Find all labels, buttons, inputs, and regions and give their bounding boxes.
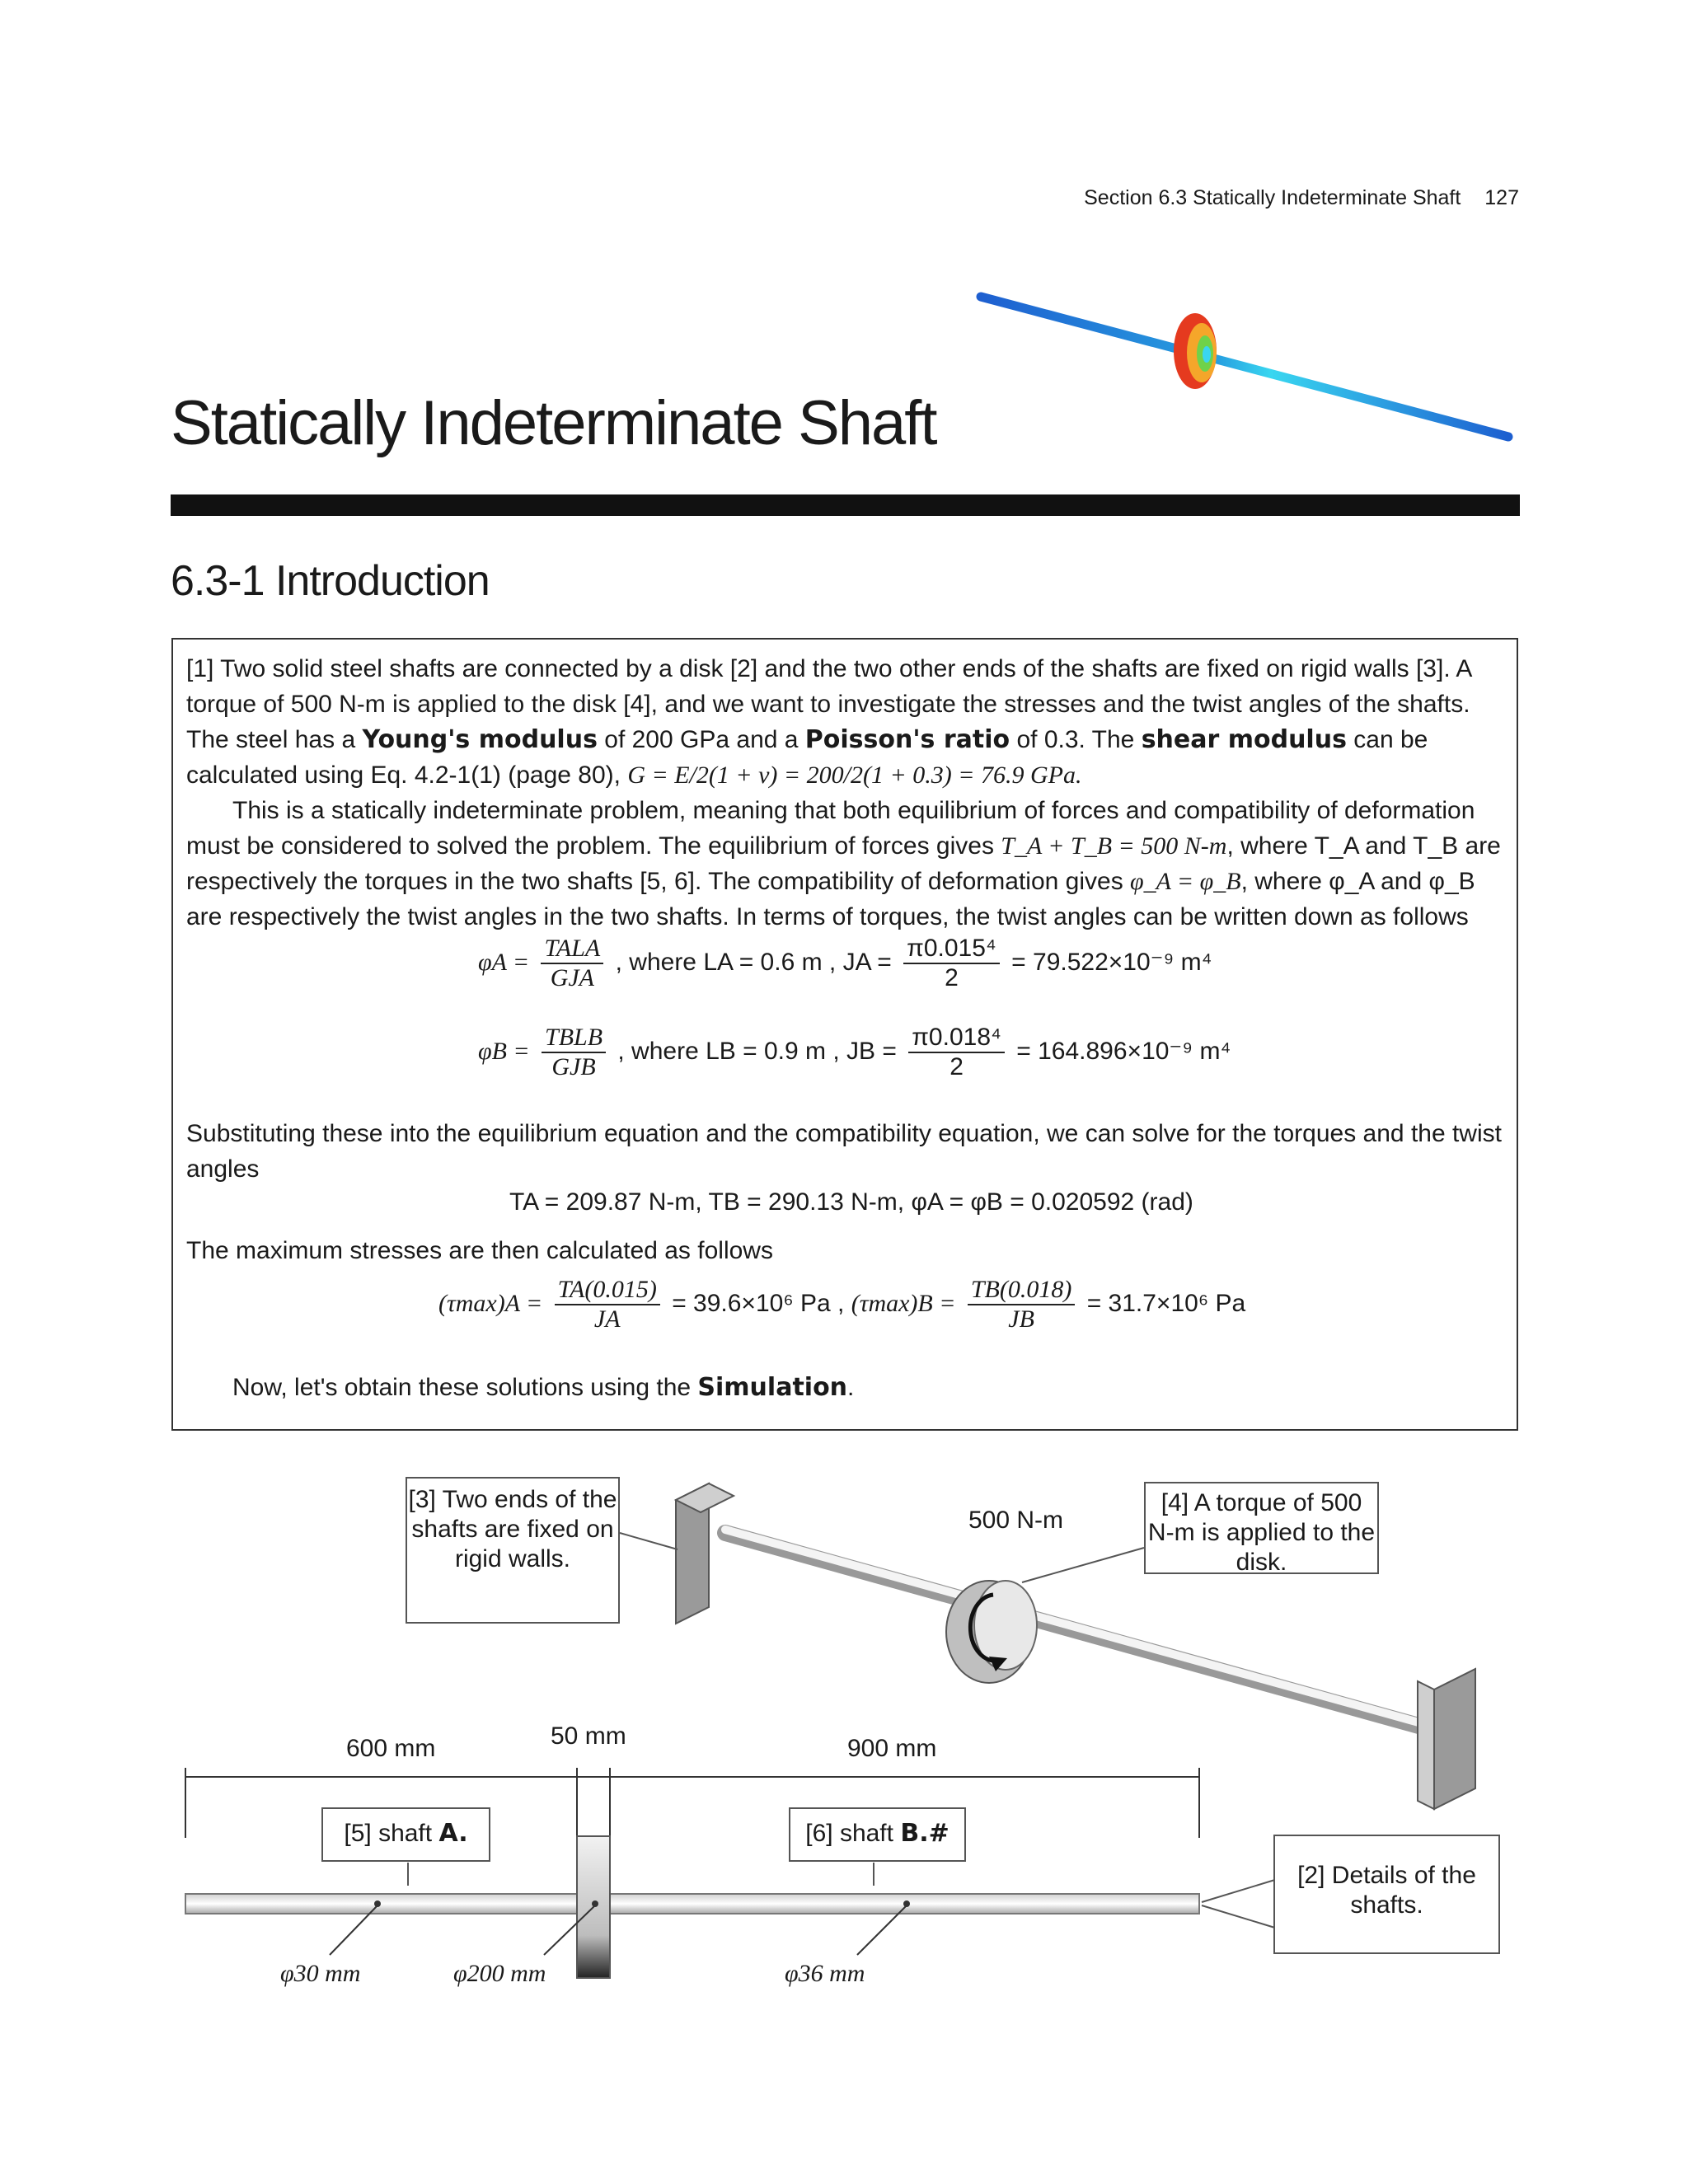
compatibility-eq: φ_A = φ_B	[1130, 868, 1241, 895]
stress-a-den: JA	[593, 1305, 621, 1333]
stress-a-lhs: (τmax)A =	[438, 1289, 543, 1317]
eq-b-frac2	[908, 1024, 1005, 1081]
stress-b-num: TB(0.018)	[968, 1276, 1076, 1305]
page-number: 127	[1484, 186, 1519, 209]
p2-text-2: , where T_A and T_B are respectively the torques in the two shafts [5, 6]. The compatibility of deformation gives	[186, 832, 1501, 895]
torque-label: 500 N-m	[968, 1507, 1064, 1534]
callout-details: [2] Details of the shafts.	[1273, 1835, 1500, 1954]
term-shear-modulus: shear modulus	[1141, 725, 1347, 754]
callout-shaft-b	[789, 1807, 966, 1862]
paragraph-2	[186, 793, 1505, 935]
solution-line: TA = 209.87 N-m, TB = 290.13 N-m, φA = φB = 0.020592 (rad)	[509, 1188, 1193, 1216]
callout-shaft-a	[321, 1807, 490, 1862]
running-head-section: Section 6.3 Statically Indeterminate Shaft	[1084, 186, 1461, 209]
equation-phi-a	[478, 935, 1212, 992]
shaft-stress-image	[973, 272, 1517, 462]
p1-text-4: can be calculated using Eq. 4.2-1(1) (page 80),	[186, 726, 1428, 789]
term-young-modulus: Young's modulus	[362, 725, 598, 754]
paragraph-4: The maximum stresses are then calculated as follows	[186, 1237, 773, 1264]
eq-a-num: TALA	[541, 935, 603, 964]
dim-900: 900 mm	[847, 1735, 937, 1762]
eq-b-den: GJB	[551, 1053, 596, 1080]
eq-a-frac	[541, 935, 603, 992]
running-head	[1084, 186, 1519, 210]
eq-b-num2: π0.018⁴	[908, 1024, 1005, 1053]
p1-text-3: of 0.3. The	[1010, 726, 1142, 753]
stress-b-frac	[968, 1276, 1076, 1333]
p2-text-3: , where φ_A and φ_B are respectively the twist angles in the two shafts. In terms of torques, the twist angles can be written down as follows	[186, 868, 1475, 930]
p1-text-1: [1] Two solid steel shafts are connected by a disk [2] and the two other ends of the shafts are fixed on rigid walls [3]. A torque of 500 N-m is applied to the disk [4], and we want to investigate the stresses and the twist angles of the shafts. The steel has a	[186, 655, 1471, 753]
callout-shaft-b-label: B.#	[900, 1819, 950, 1848]
eq-b-result: = 164.896×10⁻⁹ m⁴	[1016, 1037, 1231, 1065]
eq-a-num2: π0.015⁴	[903, 935, 1000, 964]
p2-text-1: This is a statically indeterminate problem, meaning that both equilibrium of forces and compatibility of deformation must be considered to solved the problem. The equilibrium of forces gives	[186, 797, 1475, 860]
section-title: 6.3-1 Introduction	[171, 557, 490, 605]
paragraph-3: Substituting these into the equilibrium equation and the compatibility equation, we can solve for the torques and the twist angles	[186, 1120, 1502, 1183]
callout-shaft-a-label: A.	[438, 1819, 468, 1848]
paragraph-1	[186, 651, 1505, 793]
eq-a-frac2	[903, 935, 1000, 992]
eq-b-lhs: φB =	[478, 1037, 530, 1065]
term-poisson-ratio: Poisson's ratio	[804, 725, 1010, 754]
callout-shaft-a-text: [5] shaft	[344, 1820, 439, 1847]
equation-max-stress	[438, 1276, 1245, 1333]
callout-shaft-b-text: [6] shaft	[805, 1820, 901, 1847]
title-rule	[171, 494, 1520, 516]
eq-a-den: GJA	[550, 964, 595, 991]
term-simulation: Simulation	[697, 1373, 848, 1402]
callout-rigid-walls: [3] Two ends of the shafts are fixed on rigid walls.	[406, 1477, 620, 1624]
stress-a-result: = 39.6×10⁶ Pa ,	[672, 1289, 845, 1317]
eq-a-den2: 2	[945, 964, 959, 991]
dim-600: 600 mm	[346, 1735, 436, 1762]
eq-b-num: TBLB	[542, 1024, 606, 1053]
dim-50: 50 mm	[551, 1722, 626, 1750]
stress-a-frac	[555, 1276, 660, 1333]
paragraph-5	[232, 1370, 1551, 1405]
dia-30: φ30 mm	[280, 1960, 361, 1987]
eq-b-den2: 2	[950, 1053, 964, 1080]
chapter-title: Statically Indeterminate Shaft	[171, 388, 936, 458]
stress-b-lhs: (τmax)B =	[851, 1289, 956, 1317]
eq-b-where: , where LB = 0.9 m , JB =	[617, 1037, 897, 1065]
stress-a-num: TA(0.015)	[555, 1276, 660, 1305]
eq-b-frac	[542, 1024, 606, 1081]
equation-phi-b	[478, 1024, 1231, 1081]
p5-text-2: .	[847, 1374, 855, 1401]
shear-modulus-formula: G = E/2(1 + ν) = 200/2(1 + 0.3) = 76.9 GPa.	[627, 762, 1082, 789]
equilibrium-eq: T_A + T_B = 500 N-m	[1001, 832, 1227, 860]
dia-36: φ36 mm	[785, 1960, 865, 1987]
shaft-diagram	[165, 1451, 1533, 2027]
callout-torque: [4] A torque of 500 N-m is applied to the disk.	[1144, 1482, 1379, 1574]
stress-b-den: JB	[1008, 1305, 1034, 1333]
p1-text-2: of 200 GPa and a	[597, 726, 805, 753]
eq-a-result: = 79.522×10⁻⁹ m⁴	[1011, 948, 1212, 976]
eq-a-lhs: φA =	[478, 948, 530, 976]
eq-a-where: , where LA = 0.6 m , JA =	[615, 948, 892, 976]
stress-b-result: = 31.7×10⁶ Pa	[1086, 1289, 1246, 1317]
p5-text-1: Now, let's obtain these solutions using the	[232, 1374, 698, 1401]
intro-box	[171, 638, 1518, 1431]
dia-200: φ200 mm	[453, 1960, 546, 1987]
